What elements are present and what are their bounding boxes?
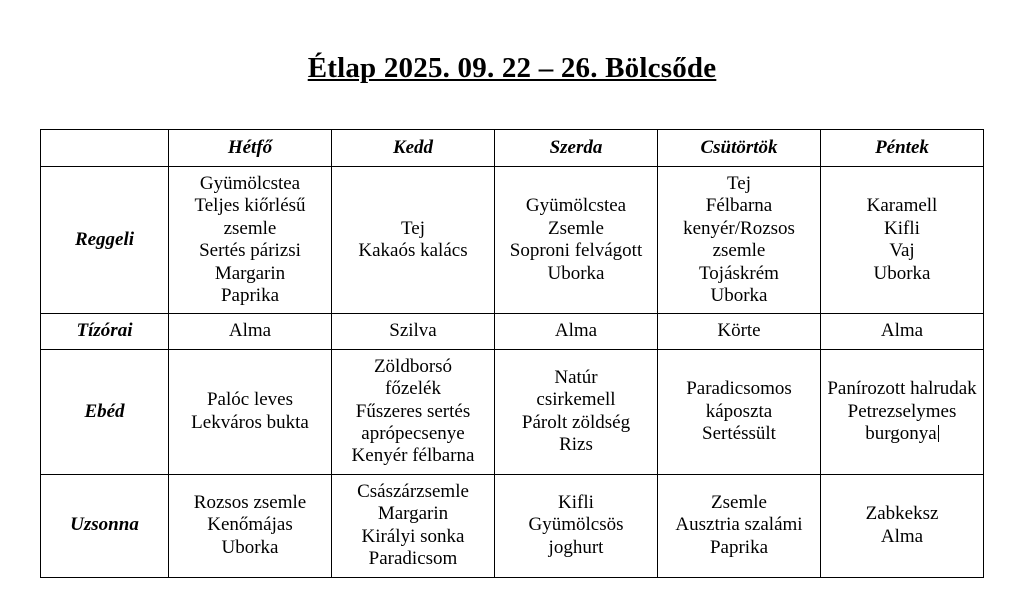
menu-item: Rizs (559, 434, 593, 456)
menu-item: Gyümölcstea (199, 173, 301, 194)
page-title: Étlap 2025. 09. 22 – 26. Bölcsőde (307, 52, 717, 84)
menu-item: Ausztria szalámi (675, 514, 803, 536)
row-header-tízórai: Tízórai (41, 314, 169, 349)
menu-item: Uborka (547, 262, 605, 284)
menu-cell (332, 474, 495, 577)
menu-item: Margarin (377, 503, 449, 525)
table-body (41, 167, 984, 578)
menu-item: Zabkeksz (865, 503, 939, 525)
menu-cell (495, 349, 658, 474)
menu-cell (169, 167, 332, 314)
menu-item: Császárzsemle (357, 480, 469, 502)
menu-item: káposzta (705, 400, 773, 422)
menu-item: Alma (554, 320, 598, 342)
menu-item: Karamell (866, 195, 938, 217)
menu-item: joghurt (548, 536, 604, 558)
menu-item: Soproni felvágott (509, 240, 643, 262)
menu-item: Sertés párizsi (199, 240, 301, 262)
menu-item: Párolt zöldség (521, 411, 631, 433)
menu-cell (495, 167, 658, 314)
menu-item: Kenyér félbarna (351, 445, 475, 467)
menu-cell (495, 314, 658, 349)
menu-cell (169, 474, 332, 577)
menu-item: Tojáskrém (699, 262, 779, 284)
table-corner-cell (41, 130, 169, 167)
column-header-tuesday: Kedd (332, 130, 495, 167)
menu-item: Zsemle (711, 492, 767, 514)
menu-item: Paprika (220, 285, 280, 307)
menu-item: Paradicsom (368, 548, 458, 570)
menu-cell (821, 314, 984, 349)
menu-item: Alma (880, 525, 924, 547)
menu-item: Rozsos zsemle (193, 492, 307, 514)
column-header-thursday: Csütörtök (658, 130, 821, 167)
menu-cell (332, 167, 495, 314)
menu-cell (658, 167, 821, 314)
menu-item: Alma (228, 320, 272, 342)
menu-item: Gyümölcsös (528, 514, 624, 536)
menu-item: Teljes kiőrlésű (194, 195, 306, 217)
menu-item: Fűszeres sertés (355, 400, 471, 422)
menu-item: aprópecsenye (361, 423, 465, 445)
menu-item: Tej (401, 217, 425, 239)
menu-item: Uborka (710, 285, 768, 307)
menu-item: Szilva (389, 320, 437, 342)
menu-item: kenyér/Rozsos (683, 217, 795, 239)
menu-item: Palóc leves (206, 389, 293, 411)
weekly-menu-table (40, 129, 984, 578)
column-header-wednesday: Szerda (495, 130, 658, 167)
menu-item: Sertéssült (702, 423, 776, 445)
row-header-ebéd: Ebéd (41, 349, 169, 474)
text-cursor (938, 425, 939, 442)
menu-item: Vaj (889, 240, 915, 262)
menu-item: Királyi sonka (361, 525, 465, 547)
menu-cell (495, 474, 658, 577)
menu-item: Panírozott halrudak (827, 378, 977, 400)
menu-cell (332, 314, 495, 349)
menu-item: Kakaós kalács (358, 240, 468, 262)
menu-item: Kifli (884, 217, 920, 239)
menu-item: zsemle (712, 240, 766, 262)
menu-item: Natúr (554, 367, 598, 389)
menu-cell (658, 349, 821, 474)
menu-item: Kifli (558, 492, 594, 514)
menu-item: Zöldborsó (373, 355, 453, 377)
row-header-reggeli: Reggeli (41, 167, 169, 314)
menu-item: Gyümölcstea (525, 195, 627, 217)
menu-item: Paprika (709, 536, 769, 558)
menu-item: főzelék (385, 378, 441, 400)
menu-cell (169, 349, 332, 474)
menu-item: Tej (727, 173, 751, 194)
menu-item: Alma (880, 320, 924, 342)
table-row (41, 167, 984, 314)
menu-item: csirkemell (536, 389, 616, 411)
table-row (41, 314, 984, 349)
menu-item: Lekváros bukta (191, 411, 309, 433)
menu-cell (821, 167, 984, 314)
column-header-friday: Péntek (821, 130, 984, 167)
row-header-uzsonna: Uzsonna (41, 474, 169, 577)
menu-item: Paradicsomos (686, 378, 792, 400)
menu-cell (821, 474, 984, 577)
menu-cell (658, 474, 821, 577)
menu-item: Margarin (214, 262, 286, 284)
menu-item: Uborka (873, 262, 931, 284)
menu-cell (332, 349, 495, 474)
table-header-row (41, 130, 984, 167)
menu-item: burgonya (865, 423, 937, 445)
menu-item: Félbarna (705, 195, 773, 217)
table-row (41, 474, 984, 577)
menu-cell (658, 314, 821, 349)
column-header-monday: Hétfő (169, 130, 332, 167)
menu-item: Körte (717, 320, 761, 342)
menu-item: Petrezselymes (847, 400, 957, 422)
menu-item: zsemle (223, 217, 277, 239)
menu-item: Kenőmájas (207, 514, 293, 536)
menu-item: Uborka (221, 536, 279, 558)
menu-cell (821, 349, 984, 474)
menu-item: Zsemle (548, 217, 604, 239)
menu-cell (169, 314, 332, 349)
menu-table-container (40, 85, 984, 578)
table-row (41, 349, 984, 474)
